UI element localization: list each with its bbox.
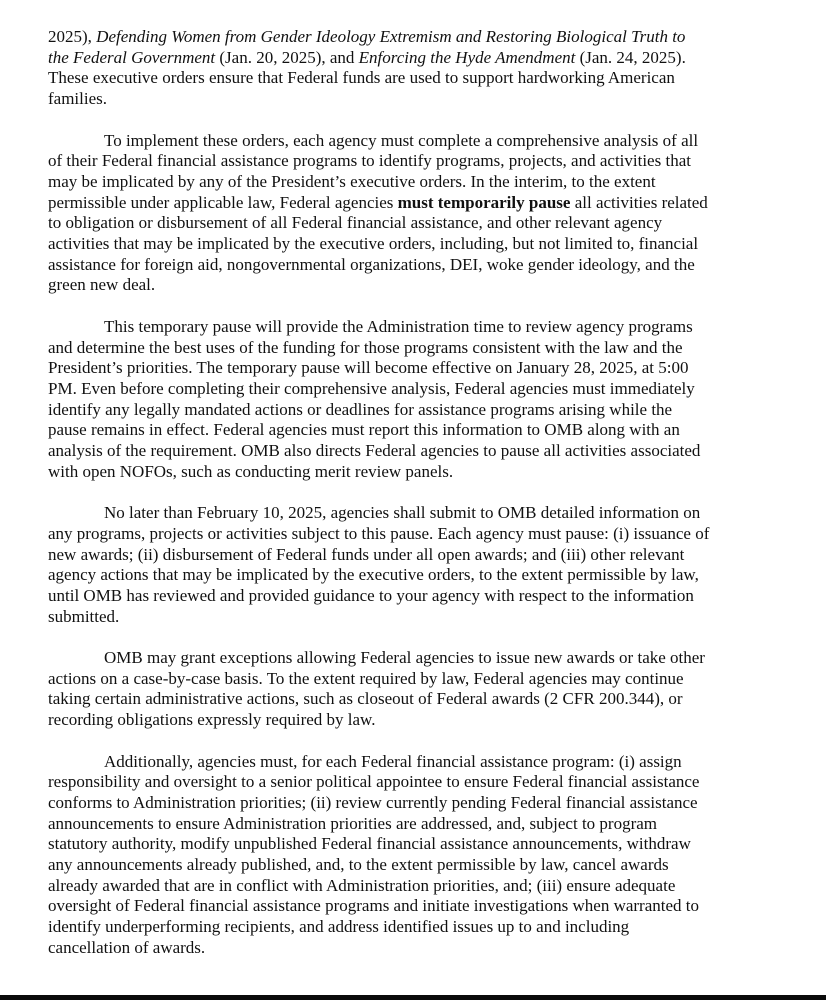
text-run: conforms to Administration priorities; (ii) review currently pending Federal financial assistance xyxy=(48,792,698,812)
bold-text: must temporarily pause xyxy=(397,192,571,212)
text-run: announcements to ensure Administration priorities are addressed, and, subject to program xyxy=(48,813,658,833)
text-run: permissible under applicable law, Federal agencies xyxy=(48,192,398,212)
text-run: oversight of Federal financial assistance programs and initiate investigations when warranted to xyxy=(48,896,699,916)
text-line xyxy=(48,710,788,731)
text-line xyxy=(48,545,788,566)
text-line xyxy=(48,358,788,379)
text-line xyxy=(48,89,788,110)
text-line xyxy=(48,275,788,296)
text-run: 2025), xyxy=(48,27,97,46)
text-run: may be implicated by any of the President’s executive orders. In the interim, to the extent xyxy=(48,171,656,191)
text-run: PM. Even before completing their comprehensive analysis, Federal agencies must immediately xyxy=(48,378,695,398)
text-line xyxy=(48,876,788,897)
text-line xyxy=(48,151,788,172)
text-line xyxy=(48,669,788,690)
text-run: green new deal. xyxy=(48,275,156,295)
italic-title: Enforcing the Hyde Amendment xyxy=(358,47,576,67)
text-line xyxy=(48,752,788,773)
text-run: pause remains in effect. Federal agencies must report this information to OMB along with an xyxy=(48,420,680,440)
text-line xyxy=(48,400,788,421)
document-body xyxy=(48,27,788,979)
text-line xyxy=(48,814,788,835)
text-run: responsibility and oversight to a senior political appointee to ensure Federal financial assistance xyxy=(48,772,700,792)
text-run: activities that may be implicated by the executive orders, including, but not limited to, financial xyxy=(48,234,699,254)
paragraph xyxy=(48,131,788,297)
text-run: identify any legally mandated actions or deadlines for assistance programs arising while the xyxy=(48,399,673,419)
text-run: any programs, projects or activities subject to this pause. Each agency must pause: (i) issuance of xyxy=(48,523,710,543)
paragraph xyxy=(48,648,788,731)
text-run: families. xyxy=(48,89,108,109)
text-line xyxy=(48,213,788,234)
text-run: analysis of the requirement. OMB also directs Federal agencies to pause all activities associated xyxy=(48,441,701,461)
page-bottom-border xyxy=(0,995,826,1000)
text-line xyxy=(48,607,788,628)
text-line xyxy=(48,172,788,193)
paragraph xyxy=(48,752,788,959)
text-line xyxy=(48,648,788,669)
text-line xyxy=(48,586,788,607)
paragraph xyxy=(48,317,788,483)
text-run: agency actions that may be implicated by the executive orders, to the extent permissible by law, xyxy=(48,565,699,585)
text-run: OMB may grant exceptions allowing Federal agencies to issue new awards or take other xyxy=(104,648,705,668)
text-line xyxy=(48,255,788,276)
text-line xyxy=(48,689,788,710)
text-line xyxy=(48,68,788,89)
text-run: already awarded that are in conflict with Administration priorities, and; (iii) ensure adequate xyxy=(48,875,676,895)
text-run: This temporary pause will provide the Administration time to review agency programs xyxy=(104,316,693,336)
text-line xyxy=(48,772,788,793)
text-run: with open NOFOs, such as conducting merit review panels. xyxy=(48,461,454,481)
text-run: taking certain administrative actions, such as closeout of Federal awards (2 CFR 200.344), or xyxy=(48,689,683,709)
text-line xyxy=(48,379,788,400)
text-run: of their Federal financial assistance programs to identify programs, projects, and activities that xyxy=(48,151,691,171)
text-line xyxy=(48,317,788,338)
text-run: recording obligations expressly required by law. xyxy=(48,710,376,730)
text-line xyxy=(48,834,788,855)
italic-title: the Federal Government xyxy=(48,47,216,67)
paragraph xyxy=(48,27,788,110)
text-line xyxy=(48,462,788,483)
text-line xyxy=(48,565,788,586)
text-line xyxy=(48,27,788,48)
text-line xyxy=(48,524,788,545)
text-run: assistance for foreign aid, nongovernmental organizations, DEI, woke gender ideology, and the xyxy=(48,254,695,274)
text-run: identify underperforming recipients, and address identified issues up to and including xyxy=(48,917,630,937)
text-run: (Jan. 24, 2025). xyxy=(575,47,686,67)
text-run: submitted. xyxy=(48,606,120,626)
text-run: to obligation or disbursement of all Federal financial assistance, and other relevant agency xyxy=(48,213,663,233)
italic-title: Defending Women from Gender Ideology Extremism and Restoring Biological Truth to xyxy=(96,27,686,46)
text-run: new awards; (ii) disbursement of Federal funds under all open awards; and (iii) other relevant xyxy=(48,544,685,564)
text-line xyxy=(48,420,788,441)
text-line xyxy=(48,234,788,255)
text-run: any announcements already published, and, to the extent permissible by law, cancel awards xyxy=(48,855,669,875)
text-line xyxy=(48,48,788,69)
paragraph xyxy=(48,503,788,627)
text-line xyxy=(48,938,788,959)
text-run: (Jan. 20, 2025), and xyxy=(215,47,359,67)
text-line xyxy=(48,193,788,214)
text-run: and determine the best uses of the funding for those programs consistent with the law and the xyxy=(48,337,683,357)
text-run: Additionally, agencies must, for each Federal financial assistance program: (i) assign xyxy=(104,751,682,771)
text-run: actions on a case-by-case basis. To the extent required by law, Federal agencies may continue xyxy=(48,668,684,688)
text-line xyxy=(48,338,788,359)
text-line xyxy=(48,793,788,814)
text-line xyxy=(48,503,788,524)
text-run: cancellation of awards. xyxy=(48,937,206,957)
text-line xyxy=(48,441,788,462)
text-line xyxy=(48,131,788,152)
text-run: President’s priorities. The temporary pause will become effective on January 28, 2025, at 5:00 xyxy=(48,358,689,378)
text-line xyxy=(48,896,788,917)
text-line xyxy=(48,917,788,938)
text-run: To implement these orders, each agency must complete a comprehensive analysis of all xyxy=(104,130,699,150)
text-run: These executive orders ensure that Federal funds are used to support hardworking American xyxy=(48,68,675,88)
text-line xyxy=(48,855,788,876)
text-run: No later than February 10, 2025, agencies shall submit to OMB detailed information on xyxy=(104,503,701,523)
text-run: all activities related xyxy=(570,192,708,212)
text-run: statutory authority, modify unpublished Federal financial assistance announcements, withdraw xyxy=(48,834,691,854)
text-run: until OMB has reviewed and provided guidance to your agency with respect to the information xyxy=(48,585,694,605)
